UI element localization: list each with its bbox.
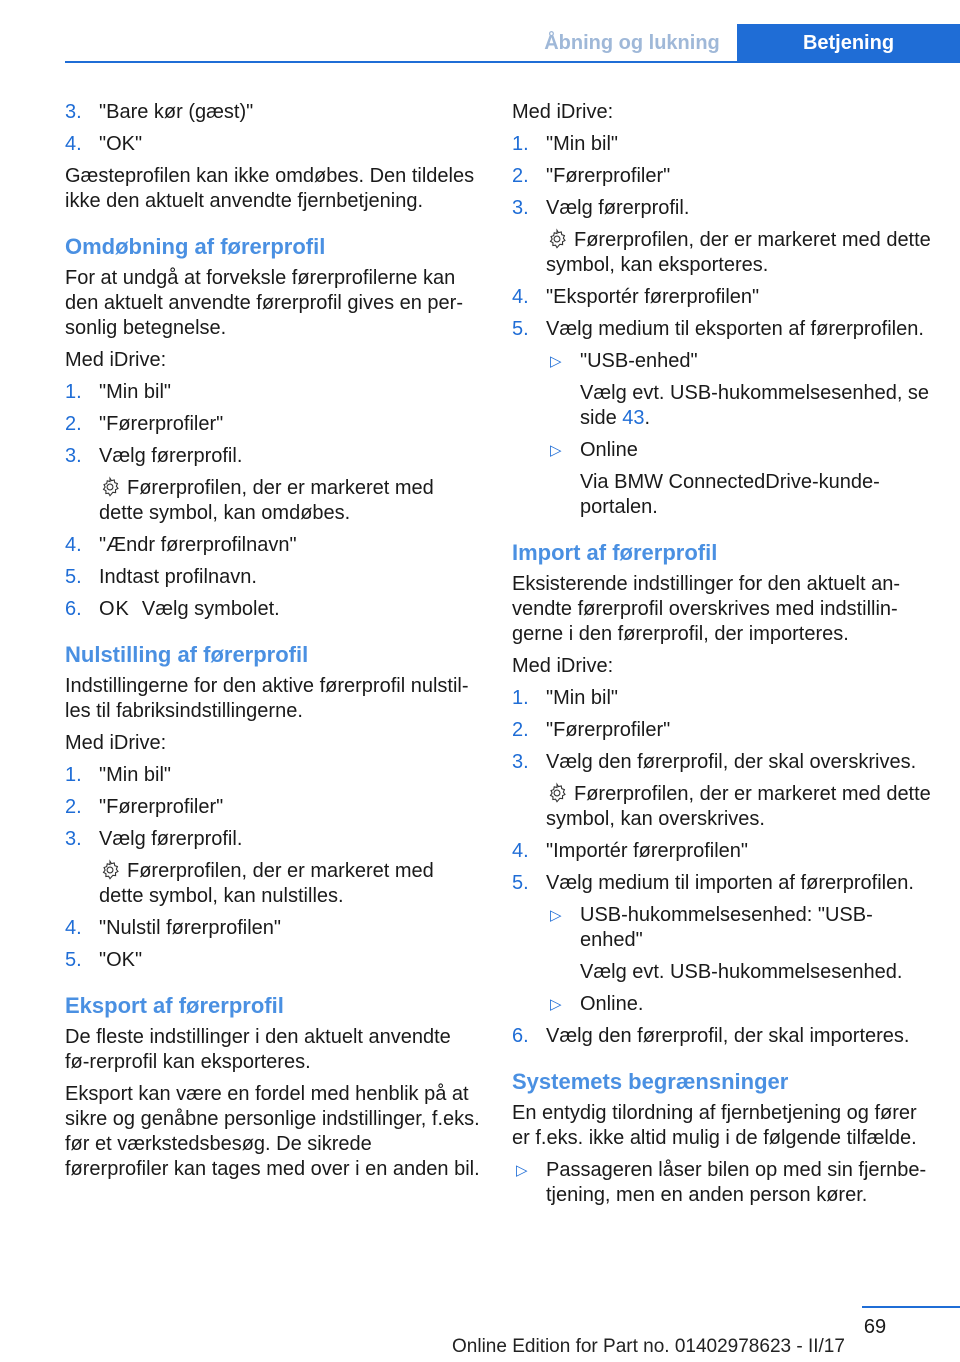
limits-list [512,1158,932,1208]
bullet-detail-text: Vælg evt. USB-hukommelsesenhed, se side [580,382,930,429]
bullet-detail: Vælg evt. USB-hukommelsesenhed, se side 43. [580,382,930,429]
list-item [65,795,480,820]
list-item [512,164,932,189]
import-medium-options [546,903,932,1017]
step-number: 5. [512,318,529,340]
step-subnote [99,859,480,909]
step-text: "OK" [99,133,143,155]
triangle-bullet-icon: ▷ [550,442,562,459]
list-item [65,565,480,590]
list-item [512,871,932,1017]
export-heading: Eksport af førerprofil [65,993,284,1018]
list-item [65,412,480,437]
step-number: 5. [65,566,82,588]
page-reference-link[interactable]: 43 [622,407,645,429]
step-subnote [546,228,932,278]
step-text: Vælg den førerprofil, der skal importeres. [546,1025,910,1047]
guest-profile-note: Gæsteprofilen kan ikke omdøbes. Den tildeles ikke den aktuelt anvendte fjernbetjening. [65,165,475,212]
reset-idrive-label: Med iDrive: [65,732,167,754]
list-item [65,916,480,941]
step-number: 6. [65,598,82,620]
list-item [512,132,932,157]
step-text: Vælg førerprofil. [99,828,243,850]
list-item [65,444,480,526]
subnote-text: Førerprofilen, der er markeret med dette symbol, kan overskrives. [546,783,931,830]
import-steps-list [512,686,932,1049]
list-item [65,100,480,125]
list-item [512,686,932,711]
left-column [65,100,480,1189]
step-text: Vælg medium til eksporten af førerprofilen. [546,318,924,340]
footer-rule [862,1306,960,1308]
step-text: Vælg medium til importen af førerprofilen. [546,872,914,894]
header-chapter-tab: Betjening [737,24,960,62]
export-detail: Eksport kan være en fordel med henblik på at sikre og genåbne personlige indstillinger, f.eks. før et værkstedsbesøg. De sikrede førerprofiler kan tages med over i en anden bil. [65,1083,480,1180]
step-number: 1. [512,687,529,709]
list-item [65,763,480,788]
step-text: "Min bil" [99,381,171,403]
subnote-text: Førerprofilen, der er markeret med dette symbol, kan eksporteres. [546,229,931,276]
import-intro: Eksisterende indstillinger for den aktuelt an-vendte førerprofil overskrives med indstillin-gerne i den førerprofil, der importeres. [512,573,900,645]
step-text: "Min bil" [546,133,618,155]
step-text: "Nulstil førerprofilen" [99,917,282,939]
step-number: 3. [512,197,529,219]
page-number: 69 [863,1316,887,1338]
bullet-title: Online [580,439,638,461]
list-item [512,1158,932,1208]
list-item [65,380,480,405]
list-item [65,132,480,157]
step-text: Vælg den førerprofil, der skal overskrives. [546,751,917,773]
step-text: "Førerprofiler" [99,413,224,435]
step-text: "Ændr førerprofilnavn" [99,534,297,556]
rename-idrive-label: Med iDrive: [65,349,167,371]
gear-icon [99,859,121,881]
list-item [546,438,932,520]
step-number: 3. [512,751,529,773]
triangle-bullet-icon: ▷ [516,1162,528,1179]
step-number: 6. [512,1025,529,1047]
gear-icon [99,476,121,498]
list-item [546,349,932,431]
step-number: 5. [65,949,82,971]
step-text: "Eksportér førerprofilen" [546,286,760,308]
bullet-detail: Via BMW ConnectedDrive-kunde-portalen. [580,471,880,518]
list-item [512,196,932,278]
step-number: 4. [65,133,82,155]
export-intro: De fleste indstillinger i den aktuelt anvendte fø-rerprofil kan eksporteres. [65,1026,451,1073]
step-text: "Førerprofiler" [99,796,224,818]
reset-steps-list [65,763,480,973]
step-number: 1. [65,764,82,786]
step-text: Indtast profilnavn. [99,566,257,588]
step-text: "Min bil" [546,687,618,709]
step-text: "OK" [99,949,143,971]
bullet-title: USB-hukommelsesenhed: "USB-enhed" [580,904,873,951]
rename-steps-list [65,380,480,622]
list-item [65,948,480,973]
bullet-title: Online. [580,993,644,1015]
step-text: Vælg symbolet. [141,598,280,620]
step-number: 4. [512,840,529,862]
export-steps-list [512,132,932,520]
step-text: "Importér førerprofilen" [546,840,749,862]
step-number: 2. [65,413,82,435]
subnote-text: Førerprofilen, der er markeret med dette symbol, kan nulstilles. [99,860,434,907]
list-item [65,597,480,622]
step-text: "Bare kør (gæst)" [99,101,254,123]
rename-heading: Omdøbning af førerprofil [65,234,326,259]
list-item [512,839,932,864]
step-number: 4. [65,917,82,939]
header-rule [65,61,960,63]
limits-heading: Systemets begrænsninger [512,1069,789,1094]
list-item [512,317,932,520]
bullet-text: Passageren låser bilen op med sin fjernbe-tjening, men en anden person kører. [546,1159,927,1206]
step-text: "Førerprofiler" [546,719,671,741]
list-item [546,992,932,1017]
triangle-bullet-icon: ▷ [550,353,562,370]
step-number: 1. [512,133,529,155]
reset-heading: Nulstilling af førerprofil [65,642,309,667]
guest-steps-list [65,100,480,157]
export-medium-options [546,349,932,520]
list-item [512,718,932,743]
list-item [65,827,480,909]
step-number: 4. [512,286,529,308]
step-subnote [99,476,480,526]
list-item [512,1024,932,1049]
step-text: "Førerprofiler" [546,165,671,187]
ok-symbol-icon: OK [99,598,130,620]
import-idrive-label: Med iDrive: [512,655,614,677]
step-text: "Min bil" [99,764,171,786]
list-item [512,285,932,310]
step-number: 3. [65,445,82,467]
edition-text: Online Edition for Part no. 01402978623 - II/17 [452,1336,845,1357]
triangle-bullet-icon: ▷ [550,996,562,1013]
step-number: 1. [65,381,82,403]
list-item [512,750,932,832]
step-number: 2. [512,719,529,741]
reset-intro: Indstillingerne for den aktive førerprofil nulstil-les til fabriksindstillingerne. [65,675,469,722]
step-number: 4. [65,534,82,556]
limits-intro: En entydig tilordning af fjernbetjening og fører er f.eks. ikke altid mulig i de følgende tilfælde. [512,1102,917,1149]
list-item [546,903,932,985]
triangle-bullet-icon: ▷ [550,907,562,924]
import-heading: Import af førerprofil [512,540,718,565]
step-number: 2. [512,165,529,187]
gear-icon [546,782,568,804]
gear-icon [546,228,568,250]
bullet-detail: Vælg evt. USB-hukommelsesenhed. [580,961,903,983]
right-column [512,100,932,1215]
export-idrive-label: Med iDrive: [512,101,614,123]
step-text: Vælg førerprofil. [99,445,243,467]
list-item [65,533,480,558]
header-section-title: Åbning og lukning [544,32,720,54]
page-header [0,0,960,64]
subnote-text: Førerprofilen, der er markeret med dette symbol, kan omdøbes. [99,477,434,524]
bullet-title: "USB-enhed" [580,350,698,372]
step-text: Vælg førerprofil. [546,197,690,219]
step-number: 2. [65,796,82,818]
step-number: 5. [512,872,529,894]
rename-intro: For at undgå at forveksle førerprofilerne kan den aktuelt anvendte førerprofil gives en per-sonlig betegnelse. [65,267,463,339]
step-number: 3. [65,101,82,123]
step-number: 3. [65,828,82,850]
step-subnote [546,782,932,832]
